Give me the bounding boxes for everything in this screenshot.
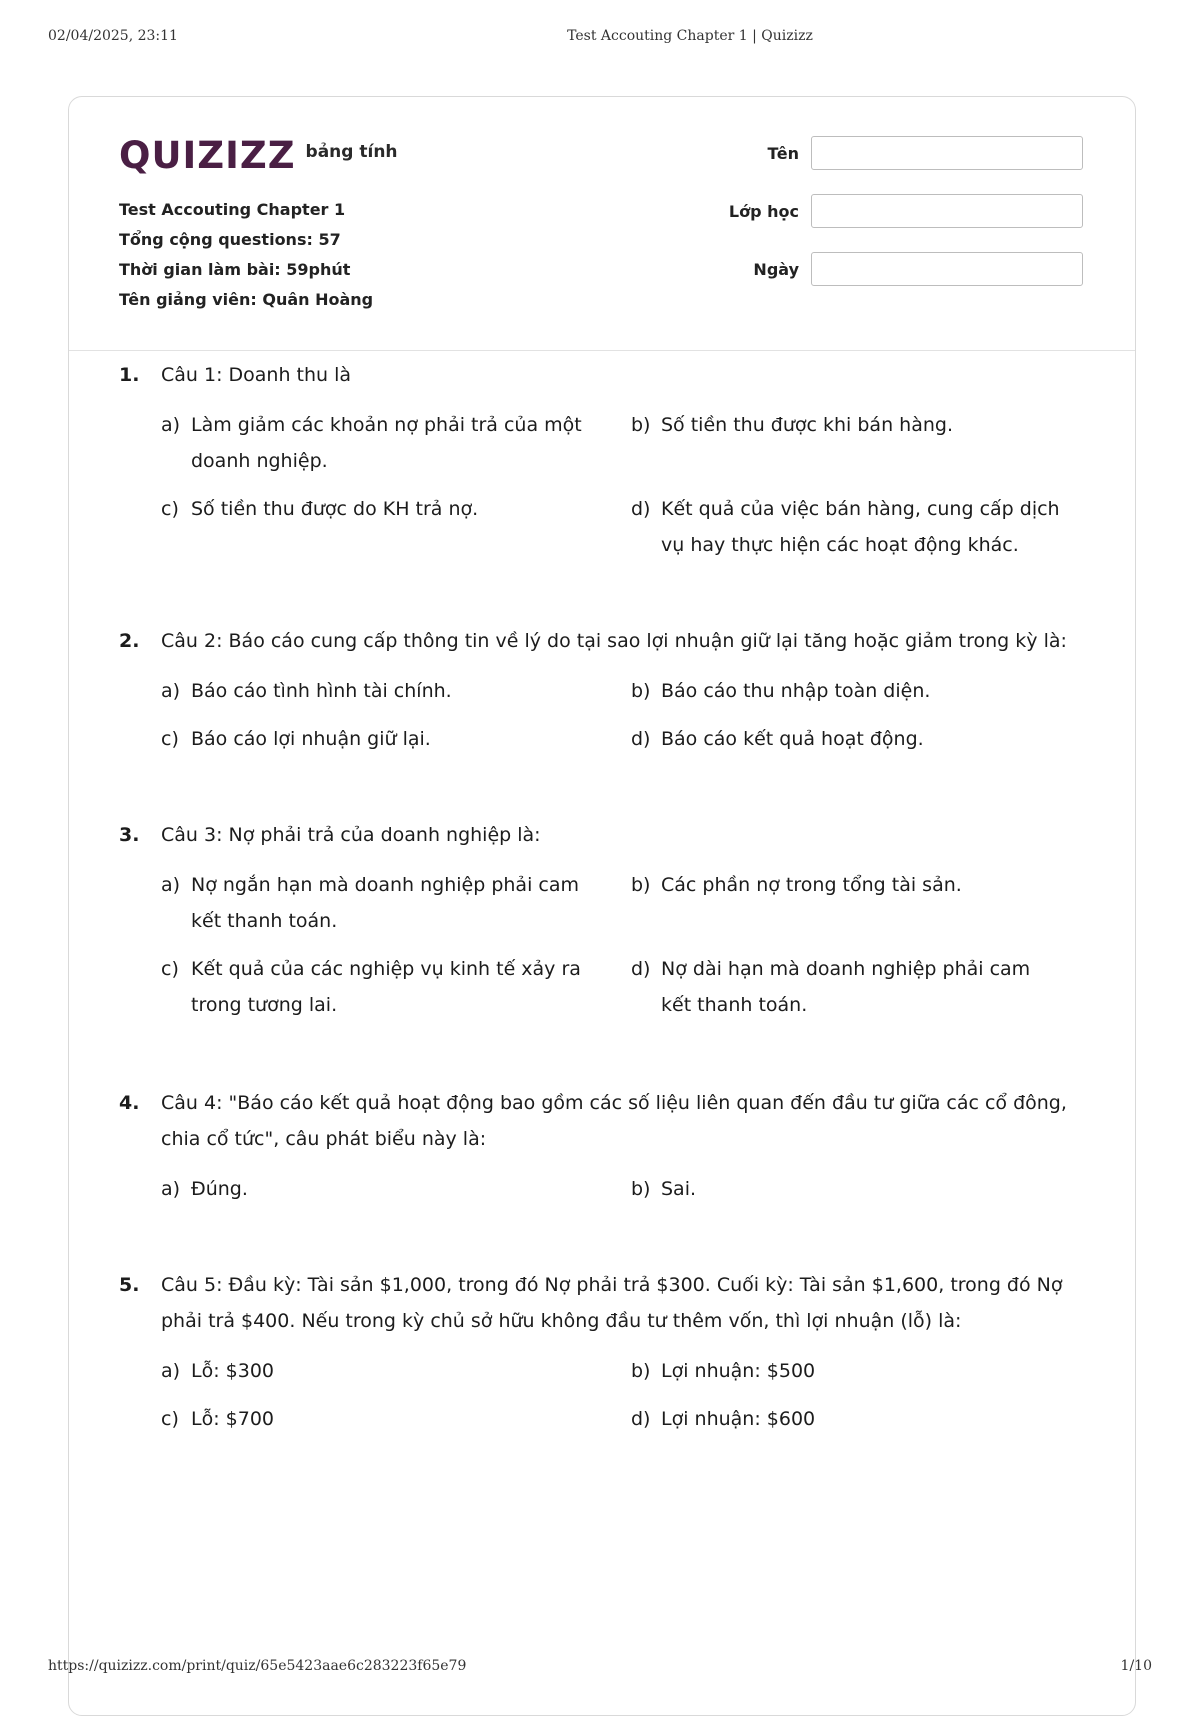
option-b[interactable] (631, 1171, 1061, 1207)
answer-options (161, 673, 1109, 759)
question-number: 1. (119, 364, 140, 386)
option-b[interactable] (631, 867, 1061, 903)
option-letter: b) (631, 874, 651, 896)
option-c[interactable] (161, 1401, 591, 1437)
option-letter: d) (631, 498, 651, 520)
option-d[interactable] (631, 951, 1061, 1023)
question-number: 5. (119, 1274, 140, 1296)
print-doc-title: Test Accouting Chapter 1 | Quizizz (567, 28, 813, 44)
option-text: Báo cáo thu nhập toàn diện. (661, 680, 931, 702)
option-a[interactable] (161, 1171, 591, 1207)
option-text: Đúng. (191, 1178, 248, 1200)
question-prompt: Câu 5: Đầu kỳ: Tài sản $1,000, trong đó Nợ phải trả $300. Cuối kỳ: Tài sản $1,600, trong đó Nợ phải trả $400. Nếu trong kỳ chủ sở hữu không đầu tư thêm vốn, thì lợi nhuận (lỗ) là: (161, 1274, 1063, 1332)
option-letter: c) (161, 728, 179, 750)
option-letter: b) (631, 1360, 651, 1382)
option-text: Lỗ: $300 (191, 1360, 275, 1382)
option-text: Lợi nhuận: $500 (661, 1360, 816, 1382)
name-field-row (681, 135, 1083, 171)
date-input[interactable] (811, 252, 1083, 286)
question-text (119, 1267, 1109, 1339)
quizizz-logo (119, 133, 398, 177)
option-letter: a) (161, 874, 181, 896)
option-text: Báo cáo kết quả hoạt động. (661, 728, 924, 750)
option-text: Số tiền thu được khi bán hàng. (661, 414, 953, 436)
option-text: Sai. (661, 1178, 697, 1200)
worksheet (68, 96, 1136, 1716)
option-c[interactable] (161, 721, 591, 757)
print-url[interactable]: https://quizizz.com/print/quiz/65e5423aae6c283223f65e79 (48, 1658, 467, 1674)
option-text: Số tiền thu được do KH trả nợ. (191, 498, 479, 520)
question-1 (119, 357, 1109, 565)
option-a[interactable] (161, 673, 591, 709)
option-text: Làm giảm các khoản nợ phải trả của một doanh nghiệp. (191, 414, 582, 472)
question-number: 4. (119, 1092, 140, 1114)
option-d[interactable] (631, 491, 1061, 563)
date-field-row (681, 251, 1083, 287)
question-prompt: Câu 4: "Báo cáo kết quả hoạt động bao gồm các số liệu liên quan đến đầu tư giữa các cổ đông, chia cổ tức", câu phát biểu này là: (161, 1092, 1067, 1150)
option-text: Báo cáo tình hình tài chính. (191, 680, 452, 702)
teacher-name: Tên giảng viên: Quân Hoàng (119, 290, 374, 309)
option-letter: a) (161, 1178, 181, 1200)
class-input[interactable] (811, 194, 1083, 228)
question-5 (119, 1267, 1109, 1439)
question-prompt: Câu 2: Báo cáo cung cấp thông tin về lý do tại sao lợi nhuận giữ lại tăng hoặc giảm trong kỳ là: (161, 630, 1067, 652)
option-b[interactable] (631, 407, 1061, 443)
option-text: Các phần nợ trong tổng tài sản. (661, 874, 962, 896)
option-letter: a) (161, 414, 181, 436)
class-label: Lớp học (728, 201, 799, 221)
logo-subtitle: bảng tính (305, 142, 398, 162)
option-a[interactable] (161, 407, 591, 479)
page-number: 1/10 (1120, 1658, 1152, 1674)
option-text: Nợ ngắn hạn mà doanh nghiệp phải cam kết thanh toán. (191, 874, 579, 932)
option-letter: d) (631, 728, 651, 750)
option-letter: a) (161, 680, 181, 702)
print-header (0, 28, 1200, 52)
option-d[interactable] (631, 721, 1061, 757)
option-text: Lỗ: $700 (191, 1408, 275, 1430)
name-input[interactable] (811, 136, 1083, 170)
answer-options (161, 867, 1109, 1025)
question-text (119, 357, 1109, 393)
option-c[interactable] (161, 491, 591, 527)
print-footer (0, 1658, 1200, 1682)
option-letter: c) (161, 1408, 179, 1430)
question-prompt: Câu 1: Doanh thu là (161, 364, 352, 386)
option-letter: c) (161, 958, 179, 980)
logo-wordmark: QUIZIZZ (119, 133, 296, 177)
class-field-row (681, 193, 1083, 229)
question-2 (119, 623, 1109, 759)
question-number: 2. (119, 630, 140, 652)
question-3 (119, 817, 1109, 1025)
quiz-meta (119, 195, 373, 315)
option-text: Kết quả của các nghiệp vụ kinh tế xảy ra trong tương lai. (191, 958, 581, 1016)
option-letter: d) (631, 1408, 651, 1430)
option-letter: a) (161, 1360, 181, 1382)
name-label: Tên (767, 143, 799, 163)
option-letter: b) (631, 1178, 651, 1200)
option-b[interactable] (631, 1353, 1061, 1389)
answer-options (161, 1171, 1109, 1209)
option-a[interactable] (161, 867, 591, 939)
option-letter: b) (631, 680, 651, 702)
question-number: 3. (119, 824, 140, 846)
option-b[interactable] (631, 673, 1061, 709)
question-text (119, 817, 1109, 853)
option-letter: c) (161, 498, 179, 520)
option-text: Lợi nhuận: $600 (661, 1408, 816, 1430)
option-letter: b) (631, 414, 651, 436)
total-questions: Tổng cộng questions: 57 (119, 230, 341, 249)
date-label: Ngày (753, 259, 799, 279)
question-text (119, 623, 1109, 659)
answer-options (161, 1353, 1109, 1439)
worksheet-header (69, 97, 1135, 351)
option-text: Kết quả của việc bán hàng, cung cấp dịch vụ hay thực hiện các hoạt động khác. (661, 498, 1060, 556)
print-datetime: 02/04/2025, 23:11 (48, 28, 178, 44)
option-c[interactable] (161, 951, 591, 1023)
option-letter: d) (631, 958, 651, 980)
question-text (119, 1085, 1109, 1157)
question-prompt: Câu 3: Nợ phải trả của doanh nghiệp là: (161, 824, 541, 846)
option-text: Báo cáo lợi nhuận giữ lại. (191, 728, 431, 750)
option-text: Nợ dài hạn mà doanh nghiệp phải cam kết thanh toán. (661, 958, 1031, 1016)
quiz-duration: Thời gian làm bài: 59phút (119, 260, 351, 279)
question-4 (119, 1085, 1109, 1209)
answer-options (161, 407, 1109, 565)
quiz-title: Test Accouting Chapter 1 (119, 200, 346, 219)
option-d[interactable] (631, 1401, 1061, 1437)
option-a[interactable] (161, 1353, 591, 1389)
